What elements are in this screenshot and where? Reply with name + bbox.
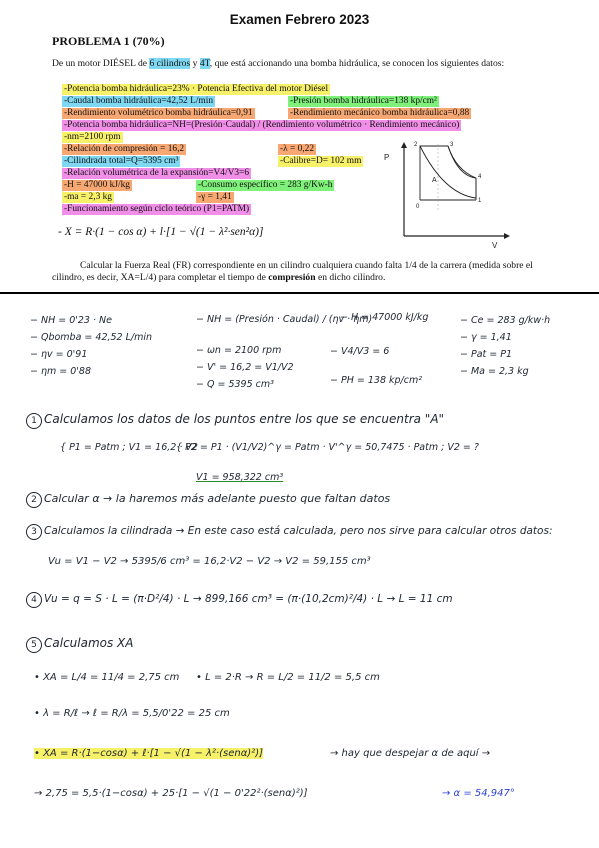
note-nh-formula: − NH = (Presión · Caudal) / (ηv · ηm) (196, 314, 373, 325)
step-5-r: • L = 2·R → R = L/2 = 11/2 = 5,5 cm (196, 672, 380, 683)
point-3-label: 3 (450, 142, 454, 148)
given-potencia-formula: -Potencia bomba hidráulica=NH=(Presión·Caudal) / (Rendimiento volumétrico · Rendimiento mecánico) (64, 120, 460, 130)
step-number-circle: 4 (26, 592, 42, 608)
given-cilindrada: -Cilindrada total=Q=5395 cm³ (64, 156, 179, 166)
step-1-result: V1 = 958,322 cm³ (196, 472, 284, 483)
step-5-lambda: • λ = R/ℓ → ℓ = R/λ = 5,5/0'22 = 25 cm (34, 708, 230, 719)
step-1-system-b: { P2 = P1 · (V1/V2)^γ = Patm · V'^γ = 50,7475 · Patm ; V2 = ? (176, 442, 479, 453)
given-calibre: -Calibre=D= 102 mm (280, 156, 362, 166)
step-5-note: → hay que despejar α de aquí → (330, 748, 491, 759)
question-text-2: en dicho cilindro. (315, 272, 386, 283)
intro-text-2: y (190, 58, 200, 69)
note-nm: − ηm = 0'88 (30, 366, 91, 377)
stroke-highlight: 4T (199, 58, 210, 69)
kinematics-formula: - X = R·(1 − cos α) + l·[1 − √(1 − λ²·sen²α)] (58, 226, 264, 238)
section-divider (0, 292, 599, 294)
pv-diagram (382, 140, 512, 252)
note-ce: − Ce = 283 g/kw·h (460, 315, 551, 326)
given-rend-vol: -Rendimiento volumétrico bomba hidráulica=0,91 (64, 108, 253, 118)
step-3-heading: 3 Calculamos la cilindrada → En este caso está calculada, pero nos sirve para calcular otros datos: (26, 524, 552, 540)
question-text-1: Calcular la Fuerza Real (FR) correspondiente en un cilindro cualquiera cuando falta 1/4 de la carrera (medida sobre el cilindro, es decir, XA=L/4) para completar el tiempo de (52, 260, 533, 283)
note-nh: − NH = 0'23 · Ne (30, 315, 112, 326)
note-qbomba: − Qbomba = 42,52 L/min (30, 332, 153, 343)
step-5-xa: • XA = L/4 = 11/4 = 2,75 cm (34, 672, 180, 683)
page-title: Examen Febrero 2023 (229, 12, 370, 27)
note-ma: − Ma = 2,3 kg (460, 366, 529, 377)
note-pat: − Pat = P1 (460, 349, 513, 360)
notes-col-2 (196, 342, 294, 393)
point-4-label: 4 (478, 174, 482, 180)
point-a-label: A (432, 177, 437, 184)
p-axis-label: P (384, 153, 390, 162)
intro-text-1: De un motor DIÉSEL de (52, 58, 150, 69)
step-3-calc: Vu = V1 − V2 → 5395/6 cm³ = 16,2·V2 − V2 → V2 = 59,155 cm³ (48, 556, 371, 567)
note-v4v3: − V4/V3 = 6 (330, 346, 390, 357)
step-4-calc: 4 Vu = q = S · L = (π·D²/4) · L → 899,166 cm³ = (π·(10,2cm)²/4) · L → L = 11 cm (26, 592, 453, 608)
note-rpm: − ωn = 2100 rpm (196, 345, 282, 356)
given-compresion: -Relación de compresión = 16,2 (64, 144, 185, 154)
given-expansion: -Relación volumétrica de la expansión=V4/V3=6 (64, 168, 250, 178)
step-5-heading: 5 Calculamos XA (26, 636, 133, 653)
step-5-substituted: → 2,75 = 5,5·(1−cosα) + 25·[1 − √(1 − 0'22²·(senα)²)] (34, 788, 308, 799)
given-rend-mec: -Rendimiento mecánico bomba hidráulica=0,88 (290, 108, 470, 118)
step-number-circle: 2 (26, 492, 42, 508)
step-5-alpha-result: → α = 54,947° (442, 788, 515, 799)
given-ma: -ma = 2,3 kg (64, 192, 112, 202)
given-lambda: -λ = 0,22 (280, 144, 315, 154)
point-2-label: 2 (414, 142, 418, 148)
point-1-label: 1 (478, 198, 482, 204)
given-H: -H = 47000 kJ/kg (64, 180, 130, 190)
step-number-circle: 5 (26, 637, 42, 653)
v-axis-label: V (492, 241, 498, 250)
given-ciclo: -Funcionamiento según ciclo teórico (P1=PATM) (64, 204, 250, 214)
step-number-circle: 3 (26, 524, 42, 540)
note-H: − H = 47000 kJ/kg (340, 312, 429, 323)
given-rpm: -nm=2100 rpm (64, 132, 121, 142)
note-nv: − ηv = 0'91 (30, 349, 88, 360)
step-2-heading: 2 Calcular α → la haremos más adelante puesto que faltan datos (26, 492, 390, 508)
note-q: − Q = 5395 cm³ (196, 379, 274, 390)
cylinders-highlight: 6 cilindros (149, 58, 191, 69)
given-consumo: -Consumo específico = 283 g/Kw-h (198, 180, 333, 190)
step-number-circle: 1 (26, 413, 42, 429)
given-presion: -Presión bomba hidráulica=138 kp/cm² (290, 96, 437, 106)
problem-heading: PROBLEMA 1 (70%) (52, 34, 165, 48)
note-v-prime: − V' = 16,2 = V1/V2 (196, 362, 294, 373)
note-gamma: − γ = 1,41 (460, 332, 512, 343)
question-paragraph (52, 260, 547, 284)
notes-col-1 (30, 312, 152, 380)
notes-col-4 (460, 312, 550, 380)
note-ph: − PH = 138 kp/cm² (330, 375, 423, 386)
intro-text-3: , que está accionando una bomba hidráulica, se conocen los siguientes datos: (209, 58, 505, 69)
question-bold: compresión (268, 272, 316, 283)
step-1-heading: 1 Calculamos los datos de los puntos entre los que se encuentra "A" (26, 412, 444, 429)
step-1-system-a: { P1 = Patm ; V1 = 16,2 · V2 (60, 442, 198, 453)
point-0-label: 0 (416, 204, 420, 210)
given-caudal: -Caudal bomba hidráulica=42,52 L/min (64, 96, 214, 106)
given-potencia: -Potencia bomba hidráulica=23% · Potencia Efectiva del motor Diésel (64, 84, 329, 94)
given-gamma: -γ = 1,41 (198, 192, 232, 202)
intro-paragraph (52, 58, 547, 70)
step-5-equation: • XA = R·(1−cosα) + ℓ·[1 − √(1 − λ²·(senα)²)] (34, 748, 264, 759)
